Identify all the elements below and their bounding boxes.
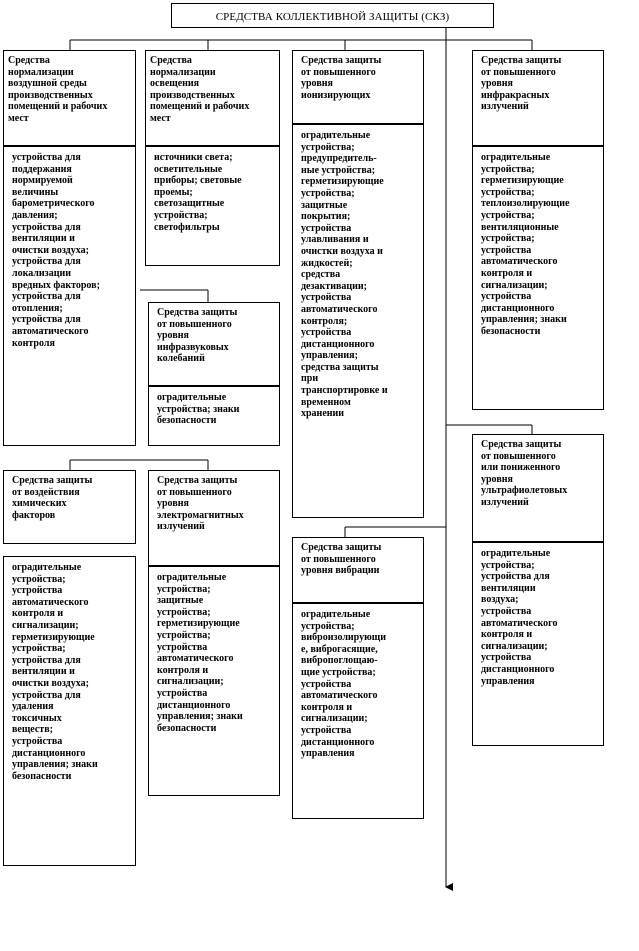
group-lighting-items: источники света; осветительные приборы; световые проемы; светозащитные устройства; светофильтры bbox=[145, 146, 280, 266]
group-chemical-header: Средства защиты от воздействия химических факторов bbox=[3, 470, 136, 544]
group-infrasound-items: оградительные устройства; знаки безопасности bbox=[148, 386, 280, 446]
group-electromagnetic-items: оградительные устройства; защитные устройства; герметизирующие устройства; устройства автоматического контроля и сигнализации; устройства дистанционного управления; знаки безопасности bbox=[148, 566, 280, 796]
group-ionizing-header: Средства защиты от повышенного уровня ионизирующих bbox=[292, 50, 424, 124]
group-air-header: Средства нормализации воздушной среды производственных помещений и рабочих мест bbox=[3, 50, 136, 146]
group-infrared-header: Средства защиты от повышенного уровня инфракрасных излучений bbox=[472, 50, 604, 146]
group-vibration-items: оградительные устройства; виброизолирующи е, виброгасящие, вибропоглощаю- щие устройства; устройства автоматического контроля и сигнализации; устройства дистанционного управления bbox=[292, 603, 424, 819]
group-electromagnetic-header: Средства защиты от повышенного уровня электромагнитных излучений bbox=[148, 470, 280, 566]
diagram-title: СРЕДСТВА КОЛЛЕКТИВНОЙ ЗАЩИТЫ (СКЗ) bbox=[171, 3, 494, 28]
group-infrasound-header: Средства защиты от повышенного уровня инфразвуковых колебаний bbox=[148, 302, 280, 386]
group-ultraviolet-header: Средства защиты от повышенного или пониженного уровня ультрафиолетовых излучений bbox=[472, 434, 604, 542]
group-ultraviolet-items: оградительные устройства; устройства для вентиляции воздуха; устройства автоматического контроля и сигнализации; устройства дистанционного управления bbox=[472, 542, 604, 746]
group-infrared-items: оградительные устройства; герметизирующие устройства; теплоизолирующие устройства; вентиляционные устройства; устройства автоматического контроля и сигнализации; устройства дистанционного управления; знаки безопасности bbox=[472, 146, 604, 410]
group-air-items: устройства для поддержания нормируемой величины барометрического давления; устройства для вентиляции и очистки воздуха; устройства для локализации вредных факторов; устройства для отопления; устройства для автоматического контроля bbox=[3, 146, 136, 446]
group-chemical-items: оградительные устройства; устройства автоматического контроля и сигнализации; герметизирующие устройства; устройства для вентиляции и очистки воздуха; устройства для удаления токсичных веществ; устройства дистанционного управления; знаки безопасности bbox=[3, 556, 136, 866]
group-ionizing-items: оградительные устройства; предупредитель- ные устройства; герметизирующие устройства; защитные покрытия; устройства улавливания и очистки воздуха и жидкостей; средства дезактивации; устройства автоматического контроля; устройства дистанционного управления; средства защиты при транспортировке и временном хранении bbox=[292, 124, 424, 518]
group-lighting-header: Средства нормализации освещения производственных помещений и рабочих мест bbox=[145, 50, 280, 146]
group-vibration-header: Средства защиты от повышенного уровня вибрации bbox=[292, 537, 424, 603]
